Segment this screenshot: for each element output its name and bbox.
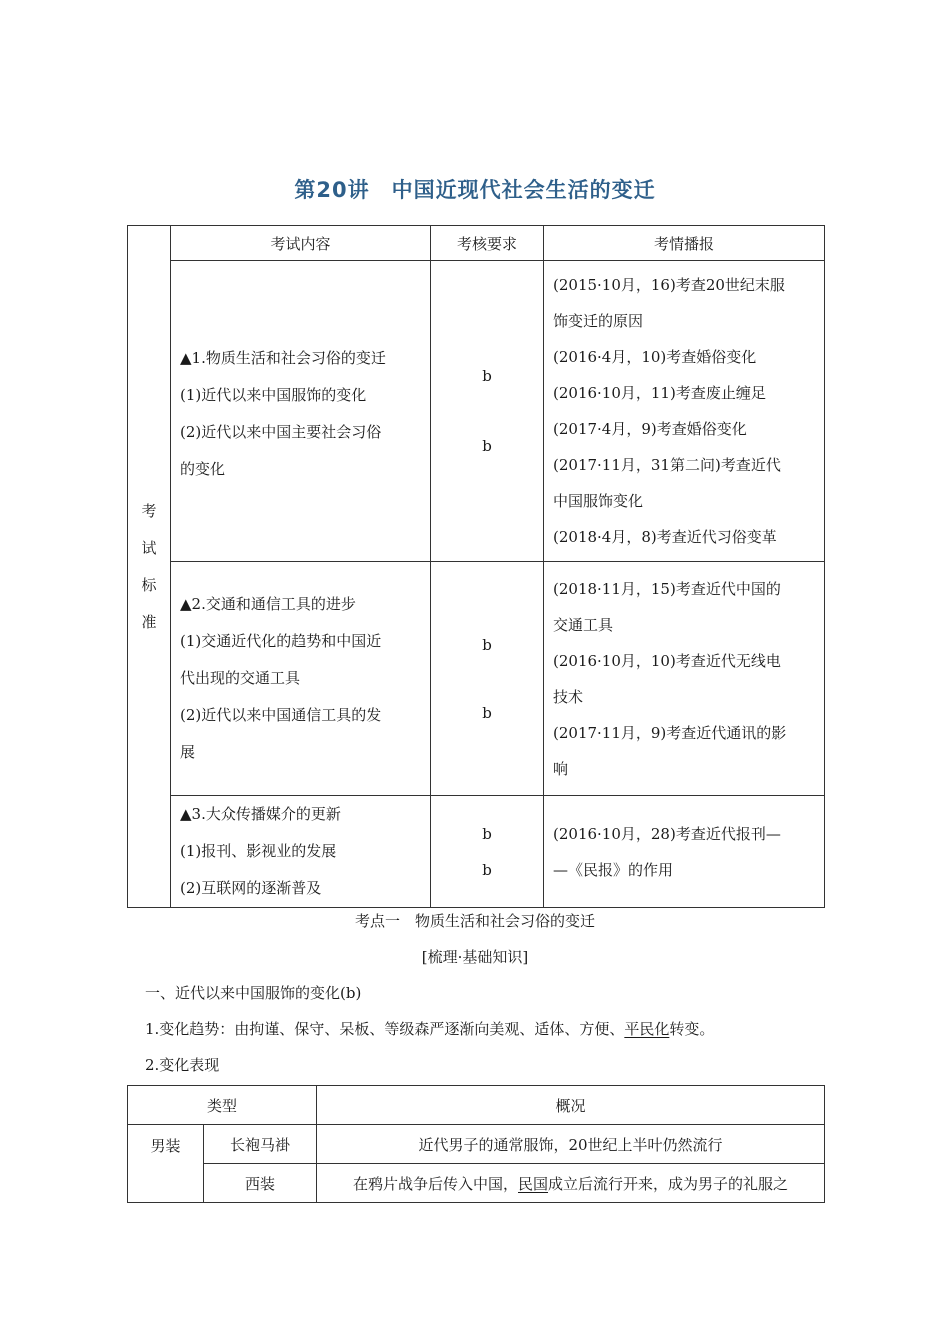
content-line: ▲1.物质生活和社会习俗的变迁 — [180, 349, 386, 367]
header-overview: 概况 — [317, 1086, 825, 1125]
content-line: (1)报刊、影视业的发展 — [180, 842, 337, 860]
clothing-table — [127, 1085, 825, 1203]
content-line: (2)近代以来中国主要社会习俗 — [180, 423, 382, 441]
side-char: 试 — [141, 538, 157, 557]
news-line: (2016·10月，10)考查近代无线电 — [553, 651, 781, 670]
content-line: 的变化 — [180, 460, 226, 478]
header-type: 类型 — [128, 1086, 317, 1125]
exam-content-cell — [171, 261, 431, 562]
news-line: (2016·10月，11)考查废止缠足 — [553, 384, 766, 402]
requirement-level: b — [482, 703, 492, 722]
knowledge-item-heading: 一、近代以来中国服饰的变化(b) — [145, 984, 362, 1002]
page-title — [0, 174, 950, 204]
side-char: 标 — [141, 575, 157, 594]
trend-text: 1.变化趋势：由拘谨、保守、呆板、等级森严逐渐向美观、适体、方便、 — [145, 1020, 625, 1038]
lecture-number: 第20讲 — [294, 178, 370, 202]
table-row — [128, 1164, 825, 1203]
table-row — [128, 796, 825, 908]
content-line: (2)互联网的逐渐普及 — [180, 879, 322, 897]
requirement-level: b — [482, 860, 492, 879]
trend-answer: 平民化 — [624, 1020, 670, 1038]
requirement-cell — [431, 796, 544, 908]
news-line: (2017·11月，31第二问)考查近代 — [553, 456, 781, 474]
requirement-level: b — [482, 635, 492, 654]
requirement-level: b — [482, 824, 492, 843]
lecture-topic: 中国近现代社会生活的变迁 — [391, 178, 656, 202]
side-char: 考 — [141, 501, 157, 520]
news-line: 饰变迁的原因 — [553, 312, 644, 330]
change-performance-heading: 2.变化表现 — [145, 1056, 220, 1074]
table-row — [128, 1125, 825, 1164]
header-exam-content: 考试内容 — [171, 226, 431, 261]
content-line: ▲3.大众传播媒介的更新 — [180, 805, 341, 823]
news-line: 交通工具 — [553, 615, 614, 634]
clothing-type: 西装 — [204, 1164, 317, 1203]
requirement-level: b — [482, 437, 492, 455]
exam-content-cell — [171, 796, 431, 908]
news-line: (2017·4月，9)考查婚俗变化 — [553, 420, 747, 438]
exam-standards-table — [127, 225, 825, 908]
section-subheading: [梳理·基础知识] — [421, 948, 529, 966]
desc-answer: 民国 — [518, 1174, 549, 1193]
section-heading: 考点一 物质生活和社会习俗的变迁 — [354, 912, 595, 930]
requirement-cell — [431, 261, 544, 562]
desc-text: 在鸦片战争后传入中国， — [352, 1174, 518, 1193]
requirement-level: b — [482, 367, 492, 385]
content-line: (1)近代以来中国服饰的变化 — [180, 386, 367, 404]
news-line: (2015·10月，16)考查20世纪末服 — [553, 276, 785, 294]
header-exam-news: 考情播报 — [544, 226, 825, 261]
desc-text-end: 成立后流行开来，成为男子的礼服之 — [548, 1174, 789, 1193]
news-line: 技术 — [553, 687, 584, 706]
news-line: 中国服饰变化 — [553, 492, 644, 510]
trend-text-end: 转变。 — [669, 1020, 715, 1038]
news-line: (2018·11月，15)考查近代中国的 — [553, 579, 781, 598]
content-line: 代出现的交通工具 — [180, 669, 301, 687]
news-line: (2016·4月，10)考查婚俗变化 — [553, 348, 757, 366]
news-line: 响 — [553, 759, 569, 778]
exam-standards-side-label — [128, 226, 171, 908]
content-line: (1)交通近代化的趋势和中国近 — [180, 632, 382, 650]
news-line: (2016·10月，28)考查近代报刊— — [553, 824, 781, 843]
exam-news-cell — [544, 261, 825, 562]
side-char: 准 — [141, 612, 157, 631]
news-line: (2017·11月，9)考查近代通讯的影 — [553, 723, 787, 742]
clothing-category: 男装 — [128, 1125, 204, 1203]
exam-news-cell — [544, 562, 825, 796]
clothing-type: 长袍马褂 — [204, 1125, 317, 1164]
clothing-desc: 近代男子的通常服饰，20世纪上半叶仍然流行 — [317, 1125, 825, 1164]
news-line: —《民报》的作用 — [553, 860, 674, 879]
exam-news-cell — [544, 796, 825, 908]
change-trend-paragraph — [145, 1018, 714, 1039]
table-row — [128, 562, 825, 796]
table-row — [128, 261, 825, 562]
content-line: (2)近代以来中国通信工具的发 — [180, 706, 382, 724]
content-line: ▲2.交通和通信工具的进步 — [180, 595, 356, 613]
clothing-desc — [317, 1164, 825, 1203]
content-line: 展 — [180, 743, 196, 761]
requirement-cell — [431, 562, 544, 796]
header-requirement: 考核要求 — [431, 226, 544, 261]
news-line: (2018·4月，8)考查近代习俗变革 — [553, 528, 777, 546]
exam-content-cell — [171, 562, 431, 796]
